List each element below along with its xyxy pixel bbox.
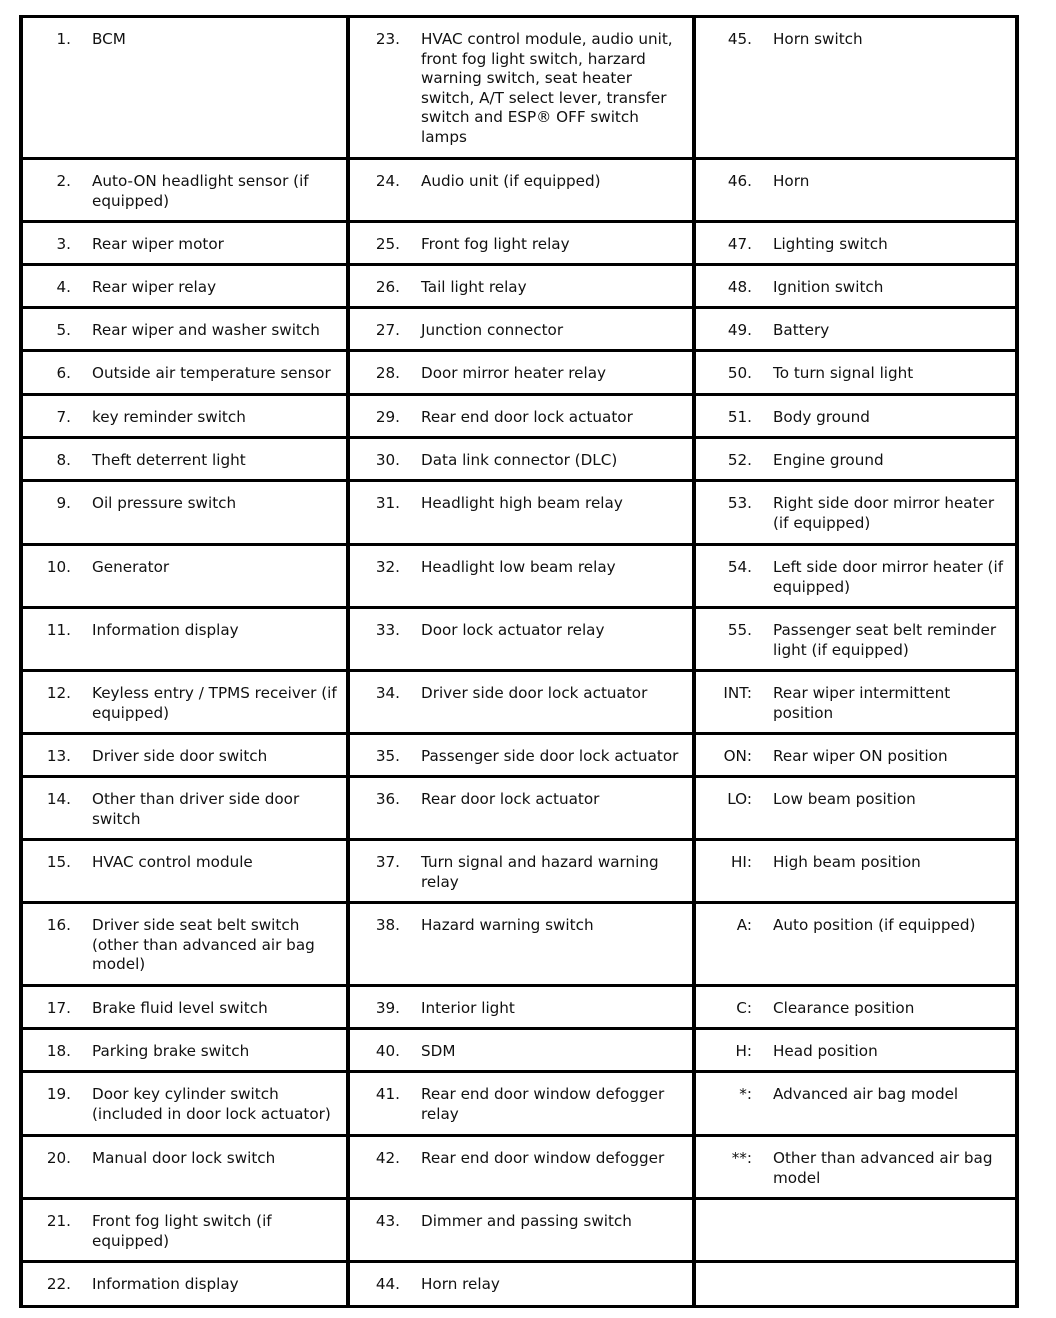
legend-item-description: Theft deterrent light — [92, 451, 246, 469]
legend-row — [21, 986, 1017, 1029]
legend-item-description: Right side door mirror heater (if equipped) — [773, 494, 995, 532]
legend-item-number: 15. — [46, 853, 71, 871]
legend-item-number: 8. — [56, 451, 71, 469]
legend-item-number: 26. — [375, 278, 400, 296]
legend-entry — [704, 408, 1007, 428]
legend-item-number: 40. — [375, 1042, 400, 1060]
legend-item-number: 22. — [46, 1275, 71, 1293]
legend-entry — [704, 494, 1007, 533]
legend-entry — [358, 364, 684, 384]
legend-cell — [694, 986, 1017, 1029]
legend-entry — [358, 790, 684, 810]
legend-item-number: 16. — [46, 916, 71, 934]
legend-cell — [694, 159, 1017, 222]
legend-item-number: C: — [736, 999, 752, 1017]
legend-item-description: Parking brake switch — [92, 1042, 250, 1060]
legend-item-description: Ignition switch — [773, 278, 884, 296]
legend-entry — [31, 684, 338, 723]
legend-item-number: INT: — [723, 684, 752, 702]
legend-item-number: 11. — [46, 621, 71, 639]
legend-item-number: 3. — [56, 235, 71, 253]
legend-item-description: Keyless entry / TPMS receiver (if equipped) — [92, 684, 337, 722]
legend-item-description: Engine ground — [773, 451, 884, 469]
legend-item-number: **: — [731, 1149, 752, 1167]
legend-item-description: Generator — [92, 558, 170, 576]
legend-row — [21, 438, 1017, 481]
legend-cell — [694, 308, 1017, 351]
legend-item-description: Driver side door switch — [92, 747, 268, 765]
legend-item-number: 21. — [46, 1212, 71, 1230]
legend-cell — [694, 1136, 1017, 1199]
legend-item-description: To turn signal light — [773, 364, 914, 382]
legend-cell — [348, 265, 694, 308]
legend-cell — [694, 671, 1017, 734]
legend-entry — [704, 278, 1007, 298]
legend-entry — [358, 558, 684, 578]
legend-entry — [31, 235, 338, 255]
legend-cell — [694, 1262, 1017, 1307]
legend-item-number: 31. — [375, 494, 400, 512]
legend-table — [19, 15, 1019, 1308]
legend-item-description: Door key cylinder switch (included in door lock actuator) — [92, 1085, 331, 1123]
legend-entry — [31, 364, 338, 384]
legend-cell — [694, 903, 1017, 986]
legend-row — [21, 1199, 1017, 1262]
legend-entry — [358, 172, 684, 192]
legend-entry — [31, 747, 338, 767]
legend-cell — [21, 545, 348, 608]
legend-entry — [358, 235, 684, 255]
legend-cell — [348, 481, 694, 545]
legend-cell — [348, 1262, 694, 1307]
legend-cell — [694, 17, 1017, 159]
legend-cell — [694, 438, 1017, 481]
legend-entry — [704, 1149, 1007, 1188]
legend-item-description: Driver side seat belt switch (other than advanced air bag model) — [92, 916, 315, 973]
legend-row — [21, 671, 1017, 734]
legend-entry — [358, 621, 684, 641]
legend-entry — [31, 999, 338, 1019]
legend-entry — [704, 684, 1007, 723]
legend-item-description: Battery — [773, 321, 830, 339]
legend-cell — [21, 671, 348, 734]
legend-cell — [21, 1072, 348, 1136]
legend-cell — [21, 222, 348, 265]
legend-cell — [348, 395, 694, 438]
legend-item-number: 45. — [727, 30, 752, 48]
legend-entry — [31, 790, 338, 829]
legend-entry — [704, 451, 1007, 471]
legend-item-description: Rear wiper relay — [92, 278, 217, 296]
legend-entry — [704, 30, 1007, 50]
legend-item-description: Horn switch — [773, 30, 863, 48]
legend-cell — [21, 903, 348, 986]
legend-cell — [348, 1029, 694, 1072]
legend-item-description: Other than advanced air bag model — [773, 1149, 993, 1187]
legend-item-description: BCM — [92, 30, 126, 48]
legend-item-description: Auto position (if equipped) — [773, 916, 976, 934]
legend-item-number: 12. — [46, 684, 71, 702]
legend-cell — [21, 351, 348, 395]
legend-entry — [358, 321, 684, 341]
legend-entry — [31, 1149, 338, 1169]
legend-row — [21, 265, 1017, 308]
legend-cell — [21, 438, 348, 481]
legend-item-description: Rear wiper ON position — [773, 747, 948, 765]
legend-item-description: Door lock actuator relay — [421, 621, 605, 639]
legend-cell — [348, 438, 694, 481]
legend-item-description: Tail light relay — [421, 278, 527, 296]
legend-cell — [694, 777, 1017, 840]
legend-item-description: Rear wiper intermittent position — [773, 684, 951, 722]
legend-cell — [694, 1199, 1017, 1262]
legend-cell — [348, 903, 694, 986]
legend-item-description: Auto-ON headlight sensor (if equipped) — [92, 172, 309, 210]
legend-item-description: Rear wiper motor — [92, 235, 224, 253]
legend-item-description: Left side door mirror heater (if equipped) — [773, 558, 1004, 596]
legend-item-description: Front fog light relay — [421, 235, 570, 253]
legend-entry — [31, 1212, 338, 1251]
legend-row — [21, 1029, 1017, 1072]
legend-row — [21, 734, 1017, 777]
legend-cell — [348, 671, 694, 734]
legend-item-number: 39. — [375, 999, 400, 1017]
legend-item-description: Oil pressure switch — [92, 494, 237, 512]
legend-item-description: Rear end door window defogger relay — [421, 1085, 665, 1123]
legend-cell — [348, 222, 694, 265]
legend-cell — [694, 265, 1017, 308]
legend-cell — [21, 777, 348, 840]
legend-item-description: Other than driver side door switch — [92, 790, 300, 828]
legend-entry — [31, 321, 338, 341]
legend-item-number: 47. — [727, 235, 752, 253]
legend-cell — [694, 840, 1017, 903]
legend-item-number: 34. — [375, 684, 400, 702]
legend-entry — [31, 558, 338, 578]
legend-row — [21, 481, 1017, 545]
legend-item-description: Headlight high beam relay — [421, 494, 623, 512]
legend-entry — [31, 621, 338, 641]
legend-item-description: Clearance position — [773, 999, 915, 1017]
legend-cell — [348, 777, 694, 840]
legend-item-description: Rear end door lock actuator — [421, 408, 633, 426]
legend-entry — [31, 1042, 338, 1062]
legend-item-number: 27. — [375, 321, 400, 339]
legend-item-number: 18. — [46, 1042, 71, 1060]
legend-item-description: Data link connector (DLC) — [421, 451, 618, 469]
legend-item-description: Horn relay — [421, 1275, 500, 1293]
legend-entry — [704, 364, 1007, 384]
legend-item-description: Information display — [92, 621, 239, 639]
legend-cell — [694, 608, 1017, 671]
legend-cell — [21, 1136, 348, 1199]
legend-body — [21, 17, 1017, 1307]
legend-item-number: 43. — [375, 1212, 400, 1230]
legend-cell — [694, 351, 1017, 395]
legend-item-number: *: — [739, 1085, 752, 1103]
legend-item-number: 36. — [375, 790, 400, 808]
legend-item-number: 53. — [727, 494, 752, 512]
legend-cell — [21, 308, 348, 351]
legend-item-description: Turn signal and hazard warning relay — [421, 853, 659, 891]
legend-row — [21, 395, 1017, 438]
legend-cell — [21, 159, 348, 222]
legend-entry — [704, 999, 1007, 1019]
legend-item-description: Information display — [92, 1275, 239, 1293]
legend-item-number: 55. — [727, 621, 752, 639]
legend-item-description: Body ground — [773, 408, 870, 426]
legend-row — [21, 1072, 1017, 1136]
legend-cell — [348, 308, 694, 351]
legend-item-description: Driver side door lock actuator — [421, 684, 648, 702]
legend-item-description: Front fog light switch (if equipped) — [92, 1212, 272, 1250]
legend-item-number: 54. — [727, 558, 752, 576]
legend-entry — [358, 1212, 684, 1232]
legend-item-description: Brake fluid level switch — [92, 999, 268, 1017]
legend-item-number: 17. — [46, 999, 71, 1017]
legend-cell — [694, 545, 1017, 608]
legend-item-number: 28. — [375, 364, 400, 382]
legend-item-number: 48. — [727, 278, 752, 296]
legend-cell — [21, 1262, 348, 1307]
legend-entry — [358, 408, 684, 428]
legend-item-description: Rear wiper and washer switch — [92, 321, 320, 339]
legend-cell — [694, 734, 1017, 777]
legend-item-number: 5. — [56, 321, 71, 339]
legend-row — [21, 545, 1017, 608]
legend-cell — [694, 222, 1017, 265]
legend-item-number: 10. — [46, 558, 71, 576]
legend-row — [21, 840, 1017, 903]
legend-item-number: A: — [736, 916, 752, 934]
legend-cell — [348, 734, 694, 777]
legend-item-number: 4. — [56, 278, 71, 296]
legend-item-number: 35. — [375, 747, 400, 765]
legend-item-number: 1. — [56, 30, 71, 48]
legend-entry — [358, 747, 684, 767]
legend-item-number: 25. — [375, 235, 400, 253]
legend-entry — [358, 494, 684, 514]
legend-cell — [21, 481, 348, 545]
legend-cell — [21, 608, 348, 671]
legend-row — [21, 903, 1017, 986]
legend-cell — [348, 545, 694, 608]
legend-item-description: Outside air temperature sensor — [92, 364, 331, 382]
legend-entry — [358, 451, 684, 471]
legend-entry — [358, 1085, 684, 1124]
legend-item-description: Manual door lock switch — [92, 1149, 276, 1167]
legend-cell — [21, 986, 348, 1029]
legend-item-number: 46. — [727, 172, 752, 190]
legend-item-description: Junction connector — [421, 321, 564, 339]
legend-item-description: Interior light — [421, 999, 515, 1017]
legend-cell — [348, 159, 694, 222]
legend-entry — [704, 172, 1007, 192]
legend-item-number: 32. — [375, 558, 400, 576]
legend-entry — [358, 999, 684, 1019]
legend-row — [21, 1136, 1017, 1199]
legend-item-description: Dimmer and passing switch — [421, 1212, 632, 1230]
legend-item-description: Horn — [773, 172, 810, 190]
legend-cell — [348, 1072, 694, 1136]
legend-entry — [704, 853, 1007, 873]
legend-item-description: Door mirror heater relay — [421, 364, 607, 382]
legend-item-number: 14. — [46, 790, 71, 808]
legend-cell — [21, 734, 348, 777]
legend-cell — [348, 1136, 694, 1199]
legend-entry — [704, 621, 1007, 660]
legend-entry — [31, 916, 338, 975]
legend-entry — [31, 451, 338, 471]
legend-entry — [704, 1085, 1007, 1105]
legend-entry — [358, 278, 684, 298]
legend-entry — [31, 494, 338, 514]
legend-entry — [358, 684, 684, 704]
legend-item-description: HVAC control module, audio unit, front fog light switch, harzard warning switch, seat heater switch, A/T select lever, transfer switch and ESP® OFF switch lamps — [421, 30, 673, 146]
legend-item-number: 50. — [727, 364, 752, 382]
legend-item-number: 41. — [375, 1085, 400, 1103]
legend-item-description: SDM — [421, 1042, 456, 1060]
legend-item-number: 33. — [375, 621, 400, 639]
legend-item-number: 49. — [727, 321, 752, 339]
legend-entry — [358, 853, 684, 892]
legend-entry — [358, 1275, 684, 1295]
legend-item-description: Advanced air bag model — [773, 1085, 959, 1103]
legend-row — [21, 351, 1017, 395]
legend-item-description: Lighting switch — [773, 235, 888, 253]
legend-cell — [348, 1199, 694, 1262]
legend-item-number: 9. — [56, 494, 71, 512]
legend-item-number: H: — [735, 1042, 752, 1060]
legend-entry — [704, 235, 1007, 255]
legend-item-number: LO: — [727, 790, 752, 808]
legend-item-number: 13. — [46, 747, 71, 765]
legend-entry — [704, 1042, 1007, 1062]
legend-item-description: Low beam position — [773, 790, 916, 808]
legend-entry — [704, 916, 1007, 936]
legend-entry — [358, 1042, 684, 1062]
legend-cell — [348, 608, 694, 671]
legend-cell — [348, 351, 694, 395]
legend-cell — [694, 1072, 1017, 1136]
legend-item-description: Hazard warning switch — [421, 916, 594, 934]
legend-item-number: 7. — [56, 408, 71, 426]
legend-cell — [21, 1029, 348, 1072]
legend-row — [21, 777, 1017, 840]
legend-row — [21, 608, 1017, 671]
legend-item-number: 19. — [46, 1085, 71, 1103]
legend-item-number: 30. — [375, 451, 400, 469]
legend-item-description: High beam position — [773, 853, 921, 871]
legend-entry — [704, 747, 1007, 767]
legend-item-number: 37. — [375, 853, 400, 871]
legend-cell — [21, 1199, 348, 1262]
legend-row — [21, 159, 1017, 222]
legend-row — [21, 308, 1017, 351]
legend-item-description: Passenger side door lock actuator — [421, 747, 679, 765]
legend-entry — [704, 790, 1007, 810]
legend-item-number: 52. — [727, 451, 752, 469]
legend-row — [21, 17, 1017, 159]
legend-entry — [31, 30, 338, 50]
legend-cell — [694, 395, 1017, 438]
legend-entry — [31, 1275, 338, 1295]
legend-item-number: 2. — [56, 172, 71, 190]
legend-item-number: 44. — [375, 1275, 400, 1293]
legend-item-description: Audio unit (if equipped) — [421, 172, 601, 190]
legend-item-description: Rear door lock actuator — [421, 790, 600, 808]
legend-entry — [704, 558, 1007, 597]
legend-cell — [21, 840, 348, 903]
legend-entry — [358, 916, 684, 936]
legend-item-number: 24. — [375, 172, 400, 190]
legend-entry — [31, 172, 338, 211]
legend-item-number: 38. — [375, 916, 400, 934]
legend-item-description: Passenger seat belt reminder light (if equipped) — [773, 621, 997, 659]
legend-item-number: 23. — [375, 30, 400, 48]
legend-item-number: 29. — [375, 408, 400, 426]
legend-cell — [21, 17, 348, 159]
legend-item-description: Rear end door window defogger — [421, 1149, 665, 1167]
legend-item-description: Head position — [773, 1042, 878, 1060]
legend-item-number: ON: — [723, 747, 752, 765]
legend-item-description: HVAC control module — [92, 853, 253, 871]
legend-cell — [348, 840, 694, 903]
legend-entry — [358, 30, 684, 147]
legend-item-description: Headlight low beam relay — [421, 558, 616, 576]
legend-row — [21, 222, 1017, 265]
legend-item-description: key reminder switch — [92, 408, 246, 426]
legend-row — [21, 1262, 1017, 1307]
legend-entry — [31, 278, 338, 298]
legend-entry — [704, 321, 1007, 341]
legend-item-number: 42. — [375, 1149, 400, 1167]
legend-cell — [348, 17, 694, 159]
legend-entry — [31, 1085, 338, 1124]
legend-cell — [348, 986, 694, 1029]
legend-entry — [358, 1149, 684, 1169]
legend-entry — [31, 408, 338, 428]
legend-item-number: HI: — [730, 853, 752, 871]
legend-entry — [31, 853, 338, 873]
legend-cell — [694, 481, 1017, 545]
legend-cell — [694, 1029, 1017, 1072]
legend-item-number: 51. — [727, 408, 752, 426]
legend-item-number: 20. — [46, 1149, 71, 1167]
legend-cell — [21, 395, 348, 438]
legend-cell — [21, 265, 348, 308]
legend-item-number: 6. — [56, 364, 71, 382]
